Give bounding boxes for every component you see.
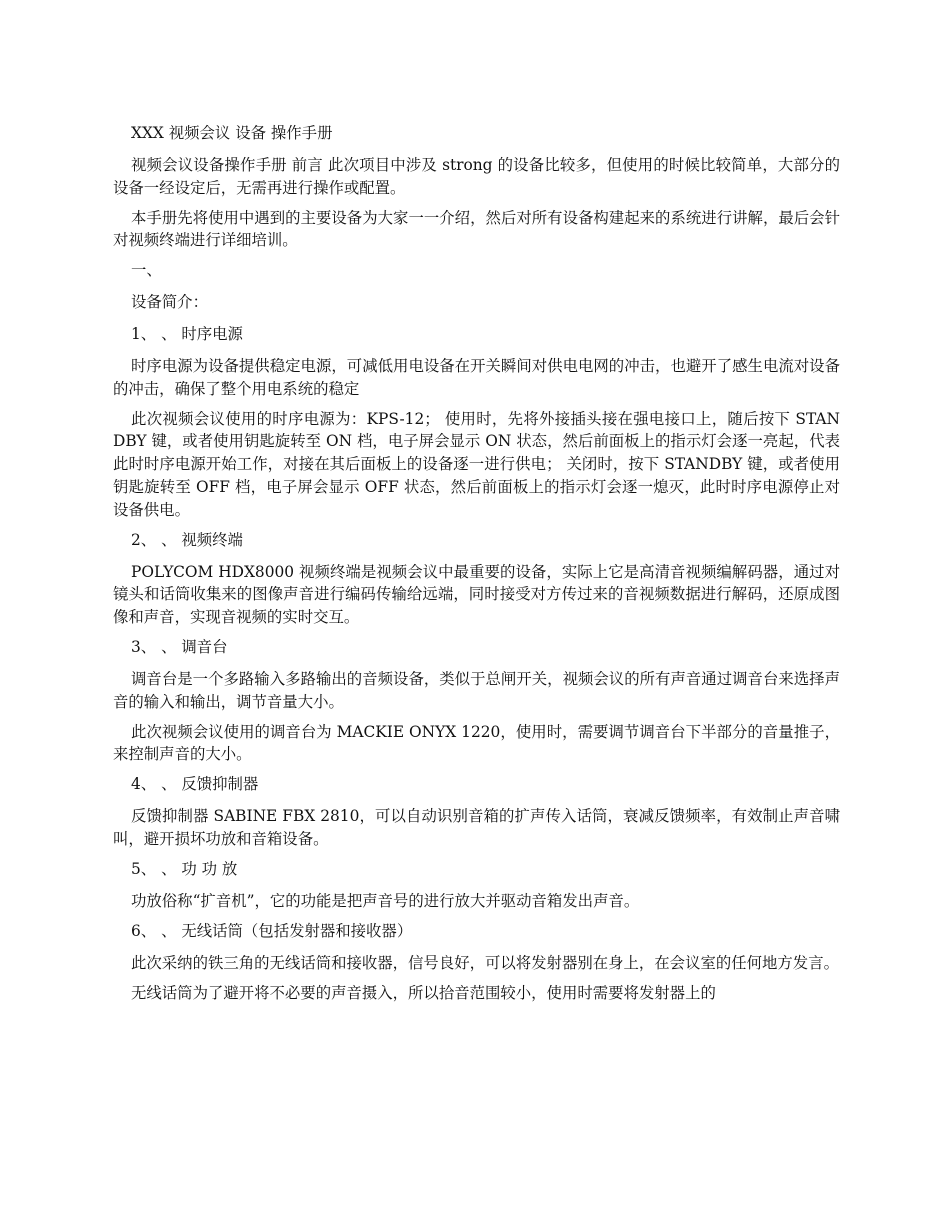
document-title: XXX 视频会议 设备 操作手册 bbox=[131, 124, 333, 142]
mixer-description: 调音台是一个多路输入多路输出的音频设备，类似于总闸开关，视频会议的所有声音通过调音台来选择声音的输入和输出，调节音量大小。 bbox=[113, 669, 840, 711]
preface-paragraph: 视频会议设备操作手册 前言 此次项目中涉及 strong 的设备比较多，但使用的时候比较简单，大部分的设备一经设定后，无需再进行操作或配置。 bbox=[113, 155, 840, 197]
amplifier-description: 功放俗称“扩音机”，它的功能是把声音号的进行放大并驱动音箱发出声音。 bbox=[131, 891, 640, 910]
section-number: 一、 bbox=[131, 261, 162, 280]
subsection-heading-video-terminal: 2、 、 视频终端 bbox=[131, 530, 243, 549]
power-sequencer-description: 时序电源为设备提供稳定电源，可减低用电设备在开关瞬间对供电电网的冲击，也避开了感生电流对设备的冲击，确保了整个用电系统的稳定 bbox=[113, 356, 840, 398]
intro-paragraph: 本手册先将使用中遇到的主要设备为大家一一介绍，然后对所有设备构建起来的系统进行讲解，最后会针对视频终端进行详细培训。 bbox=[113, 208, 840, 250]
video-terminal-description: POLYCOM HDX8000 视频终端是视频会议中最重要的设备，实际上它是高清音视频编解码器，通过对镜头和话筒收集来的图像声音进行编码传输给远端，同时接受对方传过来的音视频数据进行解码，还原成图像和声音，实现音视频的实时交互。 bbox=[113, 562, 840, 627]
subsection-heading-power-sequencer: 1、 、 时序电源 bbox=[131, 324, 243, 343]
feedback-suppressor-description: 反馈抑制器 SABINE FBX 2810，可以自动识别音箱的扩声传入话筒，衰减反馈频率，有效制止声音啸叫，避开损坏功放和音箱设备。 bbox=[113, 807, 840, 849]
wireless-mic-description: 此次采纳的铁三角的无线话筒和接收器，信号良好，可以将发射器别在身上，在会议室的任何地方发言。 bbox=[131, 953, 839, 972]
section-heading: 设备简介： bbox=[131, 293, 208, 312]
subsection-heading-amplifier: 5、 、 功 功 放 bbox=[131, 860, 238, 879]
subsection-heading-mixer: 3、 、 调音台 bbox=[131, 638, 228, 657]
subsection-heading-feedback-suppressor: 4、 、 反馈抑制器 bbox=[131, 775, 259, 794]
wireless-mic-usage: 无线话筒为了避开将不必要的声音摄入，所以拾音范围较小，使用时需要将发射器上的 bbox=[131, 983, 716, 1002]
power-sequencer-usage: 此次视频会议使用的时序电源为：KPS-12； 使用时，先将外接插头接在强电接口上，随后按下 STANDBY 键，或者使用钥匙旋转至 ON 档，电子屏会显示 ON 状态，然后前面板上的指示灯会逐一亮起，代表此时时序电源开始工作，对接在其后面板上的设备逐一进行供电； 关闭时，按下 STANDBY 键，或者使用钥匙旋转至 OFF 档，电子屏会显示 OFF 状态，然后前面板上的指示灯会逐一熄灭，此时时序电源停止对设备供电。 bbox=[113, 409, 840, 519]
subsection-heading-wireless-mic: 6、 、 无线话筒（包括发射器和接收器） bbox=[131, 921, 413, 940]
document-page bbox=[113, 122, 840, 1012]
mixer-usage: 此次视频会议使用的调音台为 MACKIE ONYX 1220，使用时，需要调节调音台下半部分的音量推子，来控制声音的大小。 bbox=[113, 722, 840, 764]
